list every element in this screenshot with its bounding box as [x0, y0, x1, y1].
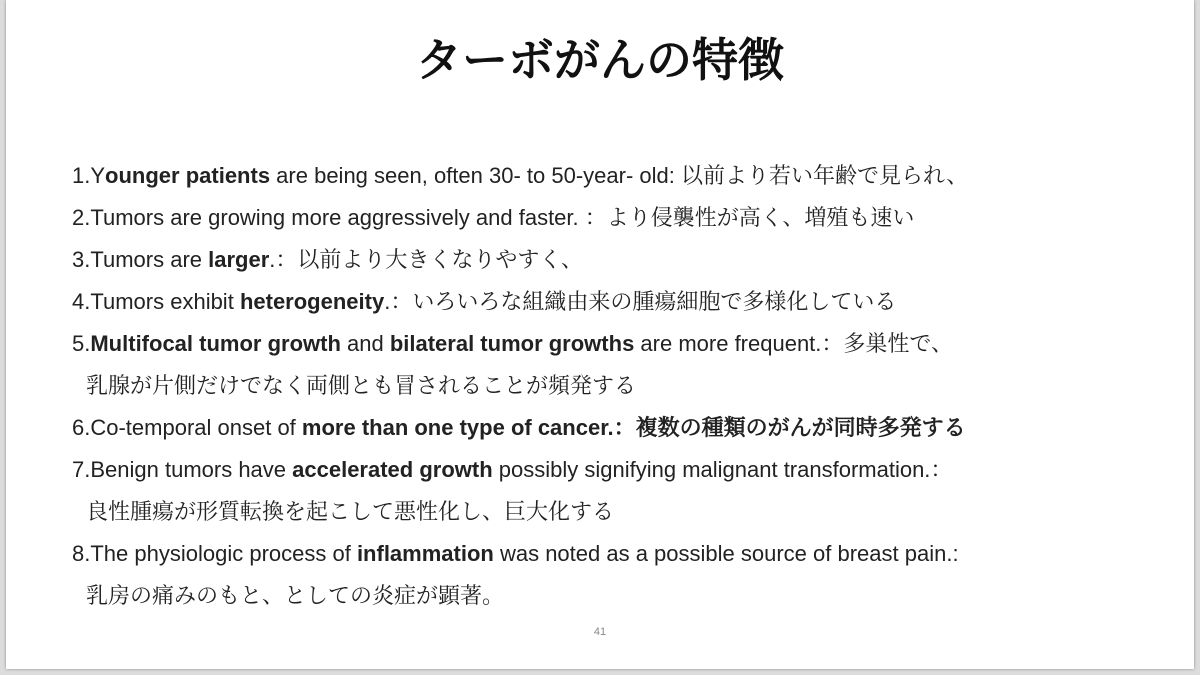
item-number: 3. — [72, 247, 91, 272]
list-item — [72, 197, 1152, 239]
list-item — [72, 407, 1152, 449]
item-number: 7. — [72, 457, 91, 482]
item-number: 8. — [72, 541, 91, 566]
list-item — [72, 281, 1152, 323]
list-item — [72, 155, 1152, 197]
item-text: Benign tumors have — [90, 457, 293, 482]
list-item — [72, 323, 1152, 365]
emphasis-text: accelerated growth — [292, 457, 493, 482]
item-text: Tumors are growing more aggressively and faster. ：より侵襲性が高く、増殖も速い — [90, 205, 915, 230]
slide-title: ターボがんの特徴 — [416, 33, 784, 87]
item-number: 4. — [72, 289, 91, 314]
item-text: Y — [90, 163, 106, 188]
emphasis-text: heterogeneity — [239, 289, 385, 314]
list-item — [72, 449, 1152, 491]
item-number: 6. — [72, 415, 91, 440]
item-number: 1. — [72, 163, 91, 188]
item-text: are more frequent.：多巣性で、 — [634, 331, 953, 356]
item-text: .：いろいろな組織由来の腫瘍細胞で多様化している — [384, 289, 897, 314]
emphasis-text: bilateral tumor growths — [389, 331, 635, 356]
item-text: The physiologic process of — [90, 541, 357, 566]
emphasis-text: Multifocal tumor growth — [90, 331, 341, 356]
emphasis-text: inflammation — [356, 541, 494, 566]
list-item — [72, 533, 1152, 575]
item-continuation: 乳房の痛みのもと、としての炎症が顕著。 — [86, 583, 505, 608]
item-text: .：以前より大きくなりやすく、 — [269, 247, 583, 272]
emphasis-text: ounger patients — [105, 163, 271, 188]
item-text: Tumors are — [90, 247, 209, 272]
item-text: and — [340, 331, 390, 356]
item-text: was noted as a possible source of breast pain.: — [493, 541, 959, 566]
item-text: possibly signifying malignant transformation.： — [492, 457, 953, 482]
emphasis-text: more than one type of cancer.：複数の種類のがんが同時多発する — [301, 415, 966, 440]
item-continuation: 乳腺が片側だけでなく両側とも冒されることが頻発する — [86, 373, 637, 398]
page-number: 41 — [593, 626, 607, 638]
item-text: Co-temporal onset of — [90, 415, 302, 440]
item-continuation: 良性腫瘍が形質転換を起こして悪性化し、巨大化する — [86, 499, 615, 524]
item-number: 5. — [72, 331, 91, 356]
item-number: 2. — [72, 205, 91, 230]
emphasis-text: larger — [208, 247, 270, 272]
list-item — [72, 239, 1152, 281]
item-text: are being seen, often 30- to 50-year- old: 以前より若い年齢で見られ、 — [270, 163, 969, 188]
slide — [6, 0, 1194, 669]
feature-list — [72, 155, 1152, 617]
item-text: Tumors exhibit — [90, 289, 240, 314]
